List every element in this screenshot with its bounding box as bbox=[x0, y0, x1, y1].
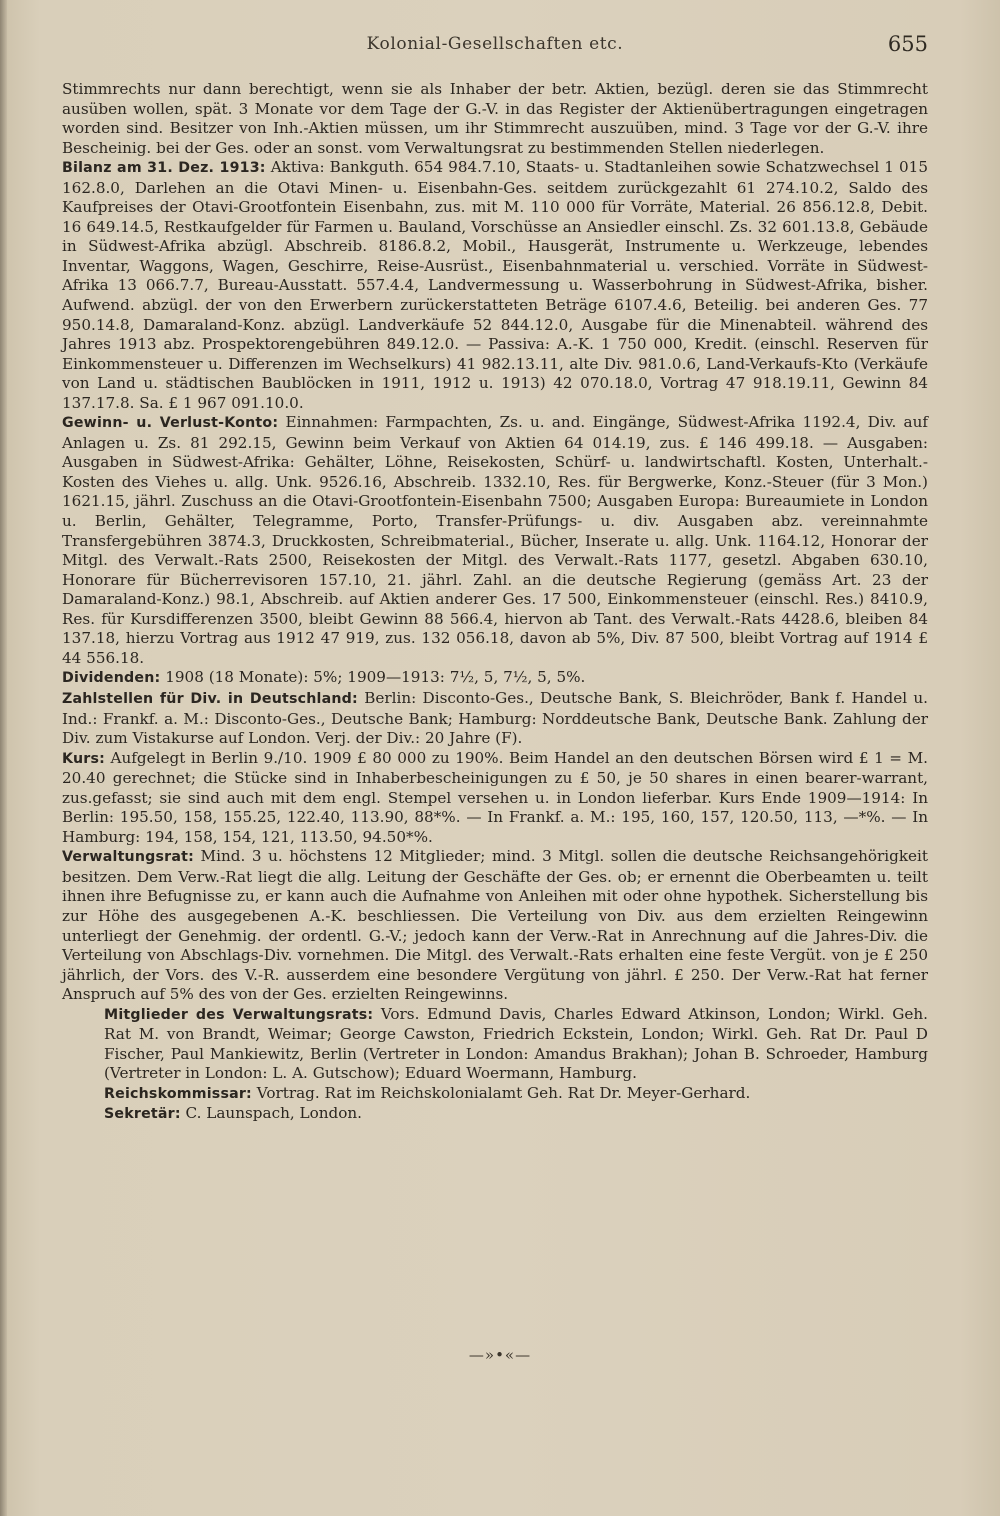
paragraph-profit-loss bbox=[62, 413, 928, 668]
paragraph-text: Stimmrechts nur dann berechtigt, wenn sie als Inhaber der betr. Aktien, bezügl. deren sie das Stimmrecht ausüben wollen, spät. 3 Monate vor dem Tage der G.-V. in das Register der Aktienübertragungen eingetragen worden sind. Besitzer von Inh.-Aktien müssen, um ihr Stimmrecht auszuüben, mind. 3 Tage vor der G.-V. ihre Bescheinig. bei der Ges. oder an sonst. vom Verwaltungsrat zu bestimmenden Stellen niederlegen. bbox=[62, 80, 928, 157]
paragraph-share-price bbox=[62, 749, 928, 848]
section-heading: Bilanz am 31. Dez. 1913: bbox=[62, 160, 266, 177]
paragraph-balance-sheet bbox=[62, 158, 928, 413]
section-heading: Reichskommissar: bbox=[104, 1085, 252, 1102]
paragraph-voting-rights bbox=[62, 80, 928, 158]
paragraph-board-members bbox=[62, 1005, 928, 1084]
section-heading: Zahlstellen für Div. in Deutschland: bbox=[62, 690, 358, 707]
paragraph-dividends bbox=[62, 668, 928, 689]
paragraph-secretary bbox=[62, 1104, 928, 1125]
paragraph-paying-agents bbox=[62, 689, 928, 749]
paragraph-text: Aufgelegt in Berlin 9./10. 1909 £ 80 000 zu 190%. Beim Handel an den deutschen Börsen wird £ 1 = M. 20.40 gerechnet; die Stücke sind in Inhaberbescheinigungen zu £ 50, je 50 shares in einen bearer-warrant, zus.gefasst; sie sind auch mit dem engl. Stempel versehen u. in London lieferbar. Kurs Ende 1909—1914: In Berlin: 195.50, 158, 155.25, 122.40, 113.90, 88*%. — In Frankf. a. M.: 195, 160, 157, 120.50, 113, —*%. — In Hamburg: 194, 158, 154, 121, 113.50, 94.50*%. bbox=[62, 748, 928, 846]
page-spine-shadow bbox=[0, 0, 7, 1516]
running-title: Kolonial-Gesellschaften etc. bbox=[366, 34, 624, 54]
paragraph-text: C. Launspach, London. bbox=[180, 1104, 362, 1123]
paragraph-text: Berlin: Disconto-Ges., Deutsche Bank, S. Bleichröder, Bank f. Handel u. Ind.: Frankf. a. M.: Disconto-Ges., Deutsche Bank; Hamburg: Norddeutsche Bank, Deutsche Bank. Zahlung der Div. zum Vistakurse auf London. Verj. der Div.: 20 Jahre (F). bbox=[62, 688, 928, 748]
page-body bbox=[62, 80, 928, 1125]
paragraph-text: Einnahmen: Farmpachten, Zs. u. and. Eingänge, Südwest-Afrika 1192.4, Div. auf Anlagen u. Zs. 81 292.15, Gewinn beim Verkauf von Aktien 64 014.19, zus. £ 146 499.18. — Ausgaben: Ausgaben in Südwest-Afrika: Gehälter, Löhne, Reisekosten, Schürf- u. landwirtschaftl. Kosten, Unterhalt.-Kosten des Viehes u. allg. Unk. 9526.16, Abschreib. 1332.10, Res. für Bergwerke, Konz.-Steuer (für 3 Mon.) 1621.15, jährl. Zuschuss an die Otavi-Grootfontein-Eisenbahn 7500; Ausgaben Europa: Bureaumiete in London u. Berlin, Gehälter, Telegramme, Porto, Transfer-Prüfungs- u. div. Ausgaben abz. vereinnahmte Transfergebühren 3874.3, Druckkosten, Schreibmaterial., Bücher, Inserate u. allg. Unk. 1164.12, Honorar der Mitgl. des Verwalt.-Rats 2500, Reisekosten der Mitgl. des Verwalt.-Rats 1177, gesetzl. Abgaben 630.10, Honorare für Bücherrevisoren 157.10, 21. jährl. Zahl. an die deutsche Regierung (gemäss Art. 23 der Damaraland-Konz.) 98.1, Abschreib. auf Aktien anderer Ges. 17 500, Einkommensteuer (einschl. Res.) 8410.9, Res. für Kursdifferenzen 3500, bleibt Gewinn 88 566.4, hiervon ab Tant. des Verwalt.-Rats 4428.6, bleiben 84 137.18, hierzu Vortrag aus 1912 47 919, zus. 132 056.18, davon ab 5%, Div. 87 500, bleibt Vortrag auf 1914 £ 44 556.18. bbox=[62, 413, 928, 667]
paragraph-text: Mind. 3 u. höchstens 12 Mitglieder; mind. 3 Mitgl. sollen die deutsche Reichsangehörigkeit besitzen. Dem Verw.-Rat liegt die allg. Leitung der Geschäfte der Ges. ob; er ernennt die Oberbeamten u. teilt ihnen ihre Befugnisse zu, er kann auch die Aufnahme von Anleihen mit oder ohne hypothek. Sicherstellung bis zur Höhe des ausgegebenen A.-K. beschliessen. Die Verteilung von Div. aus dem erzielten Reingewinn unterliegt der Genehmig. der ordentl. G.-V.; jedoch kann der Verw.-Rat in Anrechnung auf die Jahres-Div. die Verteilung von Abschlags-Div. vornehmen. Die Mitgl. des Verwalt.-Rats erhalten eine feste Vergüt. von je £ 250 jährlich, der Vors. des V.-R. ausserdem eine besondere Vergütung von jährl. £ 250. Der Verw.-Rat hat ferner Anspruch auf 5% des von der Ges. erzielten Reingewinns. bbox=[62, 847, 928, 1004]
section-heading: Sekretär: bbox=[104, 1106, 181, 1123]
paragraph-text: 1908 (18 Monate): 5%; 1909—1913: 7½, 5, 7½, 5, 5%. bbox=[160, 668, 586, 687]
paragraph-board bbox=[62, 847, 928, 1004]
paragraph-text: Vors. Edmund Davis, Charles Edward Atkinson, London; Wirkl. Geh. Rat M. von Brandt, Weimar; George Cawston, Friedrich Eckstein, London; Wirkl. Geh. Rat Dr. Paul D Fischer, Paul Mankiewitz, Berlin (Vertreter in London: Amandus Brakhan); Johan B. Schroeder, Hamburg (Vertreter in London: L. A. Gutschow); Eduard Woermann, Hamburg. bbox=[104, 1004, 929, 1083]
page-number: 655 bbox=[887, 32, 928, 56]
section-heading: Kurs: bbox=[62, 750, 105, 767]
section-heading: Mitglieder des Verwaltungsrats: bbox=[104, 1006, 374, 1023]
section-heading: Dividenden: bbox=[62, 670, 161, 687]
page-header bbox=[62, 34, 928, 60]
section-heading: Verwaltungsrat: bbox=[62, 849, 194, 866]
section-heading: Gewinn- u. Verlust-Konto: bbox=[62, 415, 279, 432]
paragraph-text: Vortrag. Rat im Reichskolonialamt Geh. Rat Dr. Meyer-Gerhard. bbox=[251, 1083, 751, 1102]
paragraph-commissioner bbox=[62, 1084, 928, 1105]
paragraph-text: Aktiva: Bankguth. 654 984.7.10, Staats- u. Stadtanleihen sowie Schatzwechsel 1 015 162.8.0, Darlehen an die Otavi Minen- u. Eisenbahn-Ges. seitdem zurückgezahlt 61 274.10.2, Saldo des Kaufpreises der Otavi-Grootfontein Eisenbahn, zus. mit M. 110 000 für Vorräte, Material. 26 856.12.8, Debit. 16 649.14.5, Restkaufgelder für Farmen u. Bauland, Vorschüsse an Ansiedler einschl. Zs. 32 601.13.8, Gebäude in Südwest-Afrika abzügl. Abschreib. 8186.8.2, Mobil., Hausgerät, Instrumente u. Werkzeuge, lebendes Inventar, Waggons, Wagen, Geschirre, Reise-Ausrüst., Eisenbahnmaterial u. verschied. Vorräte in Südwest-Afrika 13 066.7.7, Bureau-Ausstatt. 557.4.4, Landvermessung u. Wasserbohrung in Südwest-Afrika, bisher. Aufwend. abzügl. der von den Erwerbern zurückerstatteten Beträge 6107.4.6, Beteilig. bei anderen Ges. 77 950.14.8, Damaraland-Konz. abzügl. Landverkäufe 52 844.12.0, Ausgabe für die Minenabteil. während des Jahres 1913 abz. Prospektorengebühren 849.12.0. — Passiva: A.-K. 1 750 000, Kredit. (einschl. Reserven für Einkommensteuer u. Differenzen im Wechselkurs) 41 982.13.11, alte Div. 981.0.6, Land-Verkaufs-Kto (Verkäufe von Land u. städtischen Baublöcken in 1911, 1912 u. 1913) 42 070.18.0, Vortrag 47 918.19.11, Gewinn 84 137.17.8. Sa. £ 1 967 091.10.0. bbox=[62, 158, 928, 412]
end-ornament: —»•«— bbox=[468, 1346, 532, 1364]
